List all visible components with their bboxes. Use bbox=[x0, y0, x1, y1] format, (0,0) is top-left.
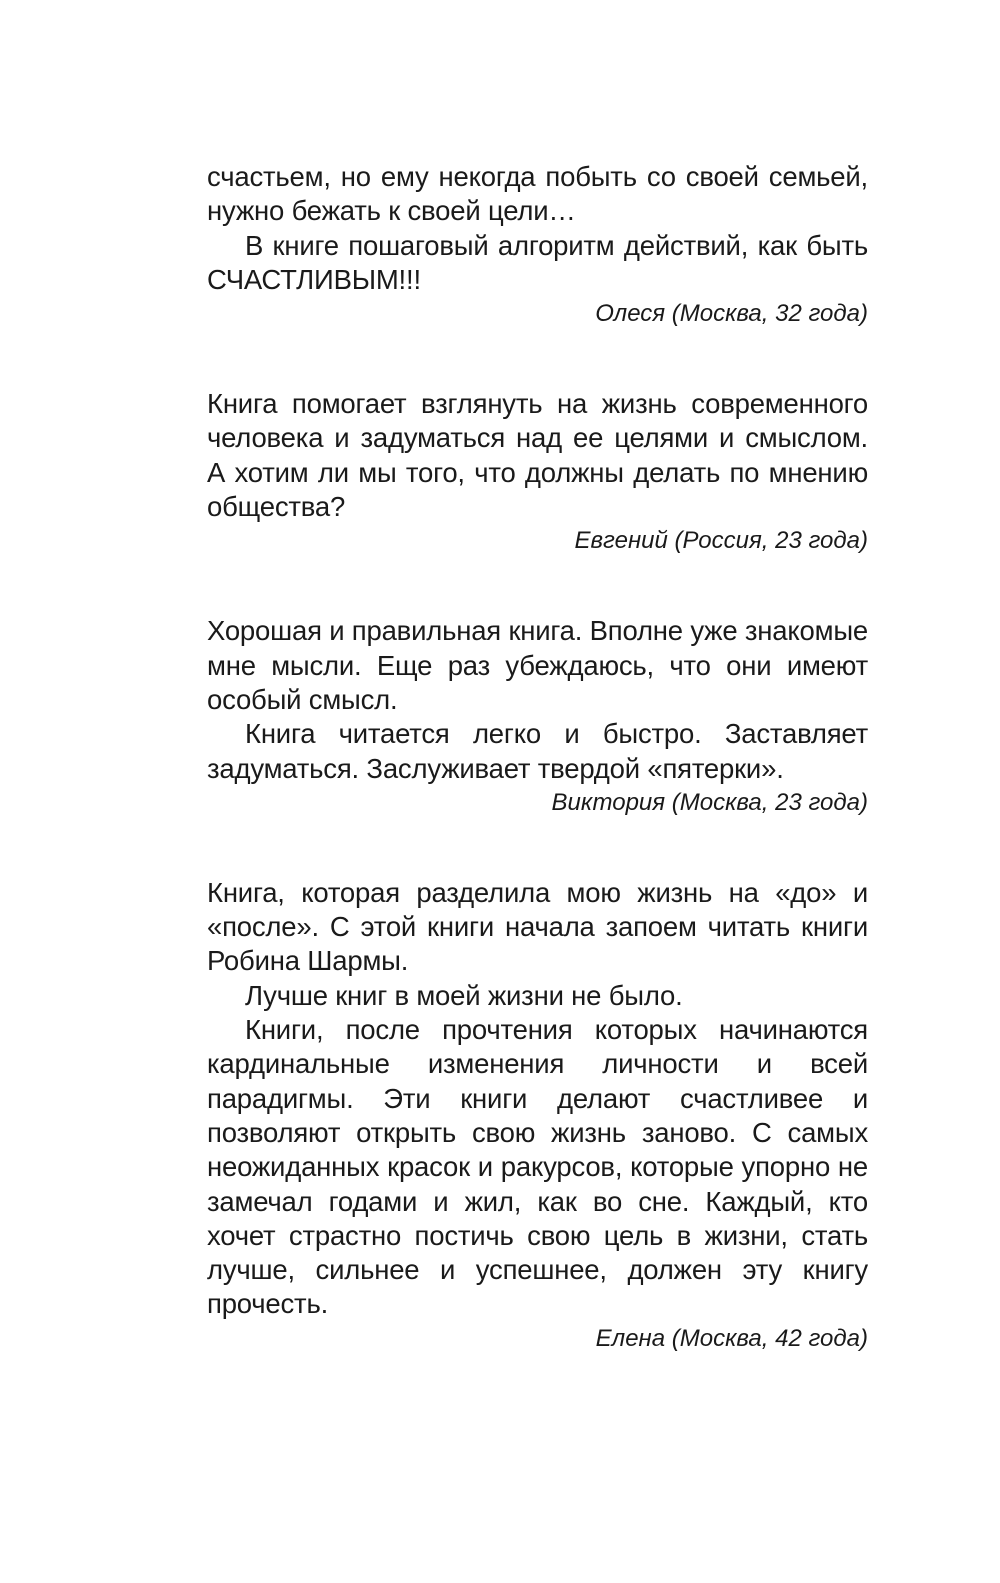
review-paragraph: Книга помогает взглянуть на жизнь современного человека и задуматься над ее целями и смыслом. А хотим ли мы того, что должны делать по мнению общества? bbox=[207, 388, 868, 523]
review-author: Евгений (Россия, 23 года) bbox=[574, 527, 868, 555]
review-paragraph: Книги, после прочтения которых начинаются кардинальные изменения личности и всей парадигмы. Эти книги делают счастливее и позволяют открыть свою жизнь заново. С самых неожиданных красок и ракурсов, которые упорно не замечал годами и жил, как во сне. Каждый, кто хочет страстно постичь свою цель в жизни, стать лучше, сильнее и успешнее, должен эту книгу прочесть. bbox=[207, 1014, 868, 1320]
review-evgeniy bbox=[207, 387, 868, 558]
review-author: Олеся (Москва, 32 года) bbox=[595, 300, 868, 328]
review-author: Елена (Москва, 42 года) bbox=[595, 1324, 868, 1352]
review-paragraph: В книге пошаговый алгоритм действий, как быть СЧАСТЛИВЫМ!!! bbox=[207, 229, 868, 295]
review-viktoriya bbox=[207, 614, 868, 819]
review-paragraph: счастьем, но ему некогда побыть со своей семьей, нужно бежать к своей цели… bbox=[207, 161, 868, 227]
review-paragraph: Книга читается легко и быстро. Заставляет задуматься. Заслуживает твердой «пятерки». bbox=[207, 718, 868, 784]
review-author: Виктория (Москва, 23 года) bbox=[551, 788, 868, 816]
review-elena bbox=[207, 876, 868, 1356]
review-olesya bbox=[207, 160, 868, 331]
book-page bbox=[207, 160, 868, 1356]
review-paragraph: Хорошая и правильная книга. Вполне уже знакомые мне мысли. Еще раз убеждаюсь, что они имеют особый смысл. bbox=[207, 615, 868, 715]
review-paragraph: Книга, которая разделила мою жизнь на «до» и «после». С этой книги начала запоем читать книги Робина Шармы. bbox=[207, 876, 868, 977]
review-paragraph: Лучше книг в моей жизни не было. bbox=[245, 979, 683, 1011]
